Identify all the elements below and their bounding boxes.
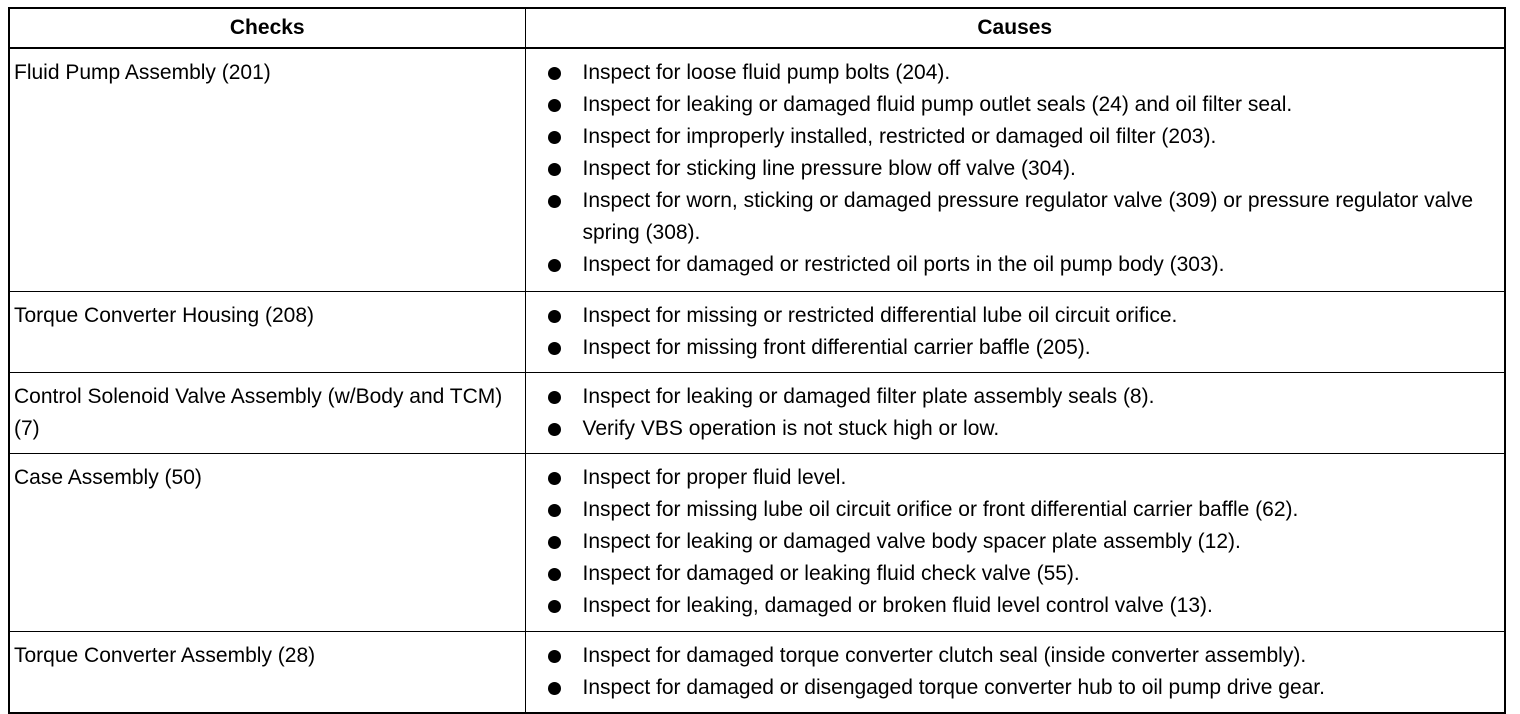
cause-item: [526, 558, 1501, 590]
table-row: [9, 632, 1505, 714]
cause-text: Inspect for damaged or disengaged torque converter hub to oil pump drive gear.: [582, 676, 1325, 699]
cause-item: [526, 526, 1501, 558]
bullet-icon: [548, 472, 561, 485]
cause-list: [526, 462, 1501, 622]
cause-item: [526, 494, 1501, 526]
cause-item: [526, 413, 1501, 445]
cause-text: Inspect for damaged torque converter clutch seal (inside converter assembly).: [582, 644, 1307, 667]
bullet-icon: [548, 99, 561, 112]
cause-text: Inspect for missing front differential carrier baffle (205).: [582, 336, 1091, 359]
bullet-icon: [548, 650, 561, 663]
cause-text: Inspect for leaking or damaged filter plate assembly seals (8).: [582, 385, 1155, 408]
bullet-icon: [548, 195, 561, 208]
bullet-icon: [548, 536, 561, 549]
cause-text: Inspect for leaking or damaged fluid pump outlet seals (24) and oil filter seal.: [582, 93, 1293, 116]
cause-item: [526, 672, 1501, 704]
cause-item: [526, 185, 1501, 249]
cause-item: [526, 590, 1501, 622]
cause-item: [526, 57, 1501, 89]
cause-text: Inspect for missing lube oil circuit orifice or front differential carrier baffle (62).: [582, 498, 1299, 521]
causes-cell: [525, 48, 1505, 292]
cause-text: Inspect for proper fluid level.: [582, 466, 847, 489]
bullet-icon: [548, 568, 561, 581]
cause-item: [526, 640, 1501, 672]
cause-list: [526, 300, 1501, 364]
table-row: [9, 373, 1505, 454]
causes-column-header: Causes: [525, 8, 1505, 48]
cause-text: Inspect for worn, sticking or damaged pressure regulator valve (309) or pressure regulator valve spring (308).: [582, 189, 1474, 244]
causes-cell: [525, 373, 1505, 454]
bullet-icon: [548, 423, 561, 436]
check-cell: Case Assembly (50): [9, 454, 525, 632]
bullet-icon: [548, 504, 561, 517]
cause-text: Verify VBS operation is not stuck high or low.: [582, 417, 1000, 440]
cause-item: [526, 300, 1501, 332]
diagnostic-table: [8, 7, 1506, 714]
cause-item: [526, 89, 1501, 121]
check-cell: Fluid Pump Assembly (201): [9, 48, 525, 292]
cause-text: Inspect for sticking line pressure blow off valve (304).: [582, 157, 1076, 180]
cause-item: [526, 249, 1501, 281]
bullet-icon: [548, 131, 561, 144]
cause-text: Inspect for missing or restricted differential lube oil circuit orifice.: [582, 304, 1178, 327]
check-cell: Control Solenoid Valve Assembly (w/Body and TCM) (7): [9, 373, 525, 454]
cause-text: Inspect for improperly installed, restricted or damaged oil filter (203).: [582, 125, 1217, 148]
bullet-icon: [548, 67, 561, 80]
bullet-icon: [548, 682, 561, 695]
cause-item: [526, 462, 1501, 494]
cause-item: [526, 381, 1501, 413]
bullet-icon: [548, 342, 561, 355]
causes-cell: [525, 292, 1505, 373]
cause-item: [526, 332, 1501, 364]
cause-text: Inspect for leaking, damaged or broken fluid level control valve (13).: [582, 594, 1213, 617]
causes-cell: [525, 454, 1505, 632]
cause-text: Inspect for damaged or leaking fluid check valve (55).: [582, 562, 1080, 585]
checks-column-header: Checks: [9, 8, 525, 48]
bullet-icon: [548, 391, 561, 404]
bullet-icon: [548, 600, 561, 613]
bullet-icon: [548, 310, 561, 323]
cause-text: Inspect for damaged or restricted oil ports in the oil pump body (303).: [582, 253, 1225, 276]
cause-list: [526, 640, 1501, 704]
cause-text: Inspect for leaking or damaged valve body spacer plate assembly (12).: [582, 530, 1241, 553]
cause-text: Inspect for loose fluid pump bolts (204).: [582, 61, 951, 84]
cause-list: [526, 57, 1501, 281]
cause-item: [526, 121, 1501, 153]
cause-list: [526, 381, 1501, 445]
table-row: [9, 48, 1505, 292]
bullet-icon: [548, 163, 561, 176]
table-row: [9, 292, 1505, 373]
cause-item: [526, 153, 1501, 185]
bullet-icon: [548, 259, 561, 272]
table-row: [9, 454, 1505, 632]
check-cell: Torque Converter Housing (208): [9, 292, 525, 373]
check-cell: Torque Converter Assembly (28): [9, 632, 525, 714]
header-row: [9, 8, 1505, 48]
causes-cell: [525, 632, 1505, 714]
